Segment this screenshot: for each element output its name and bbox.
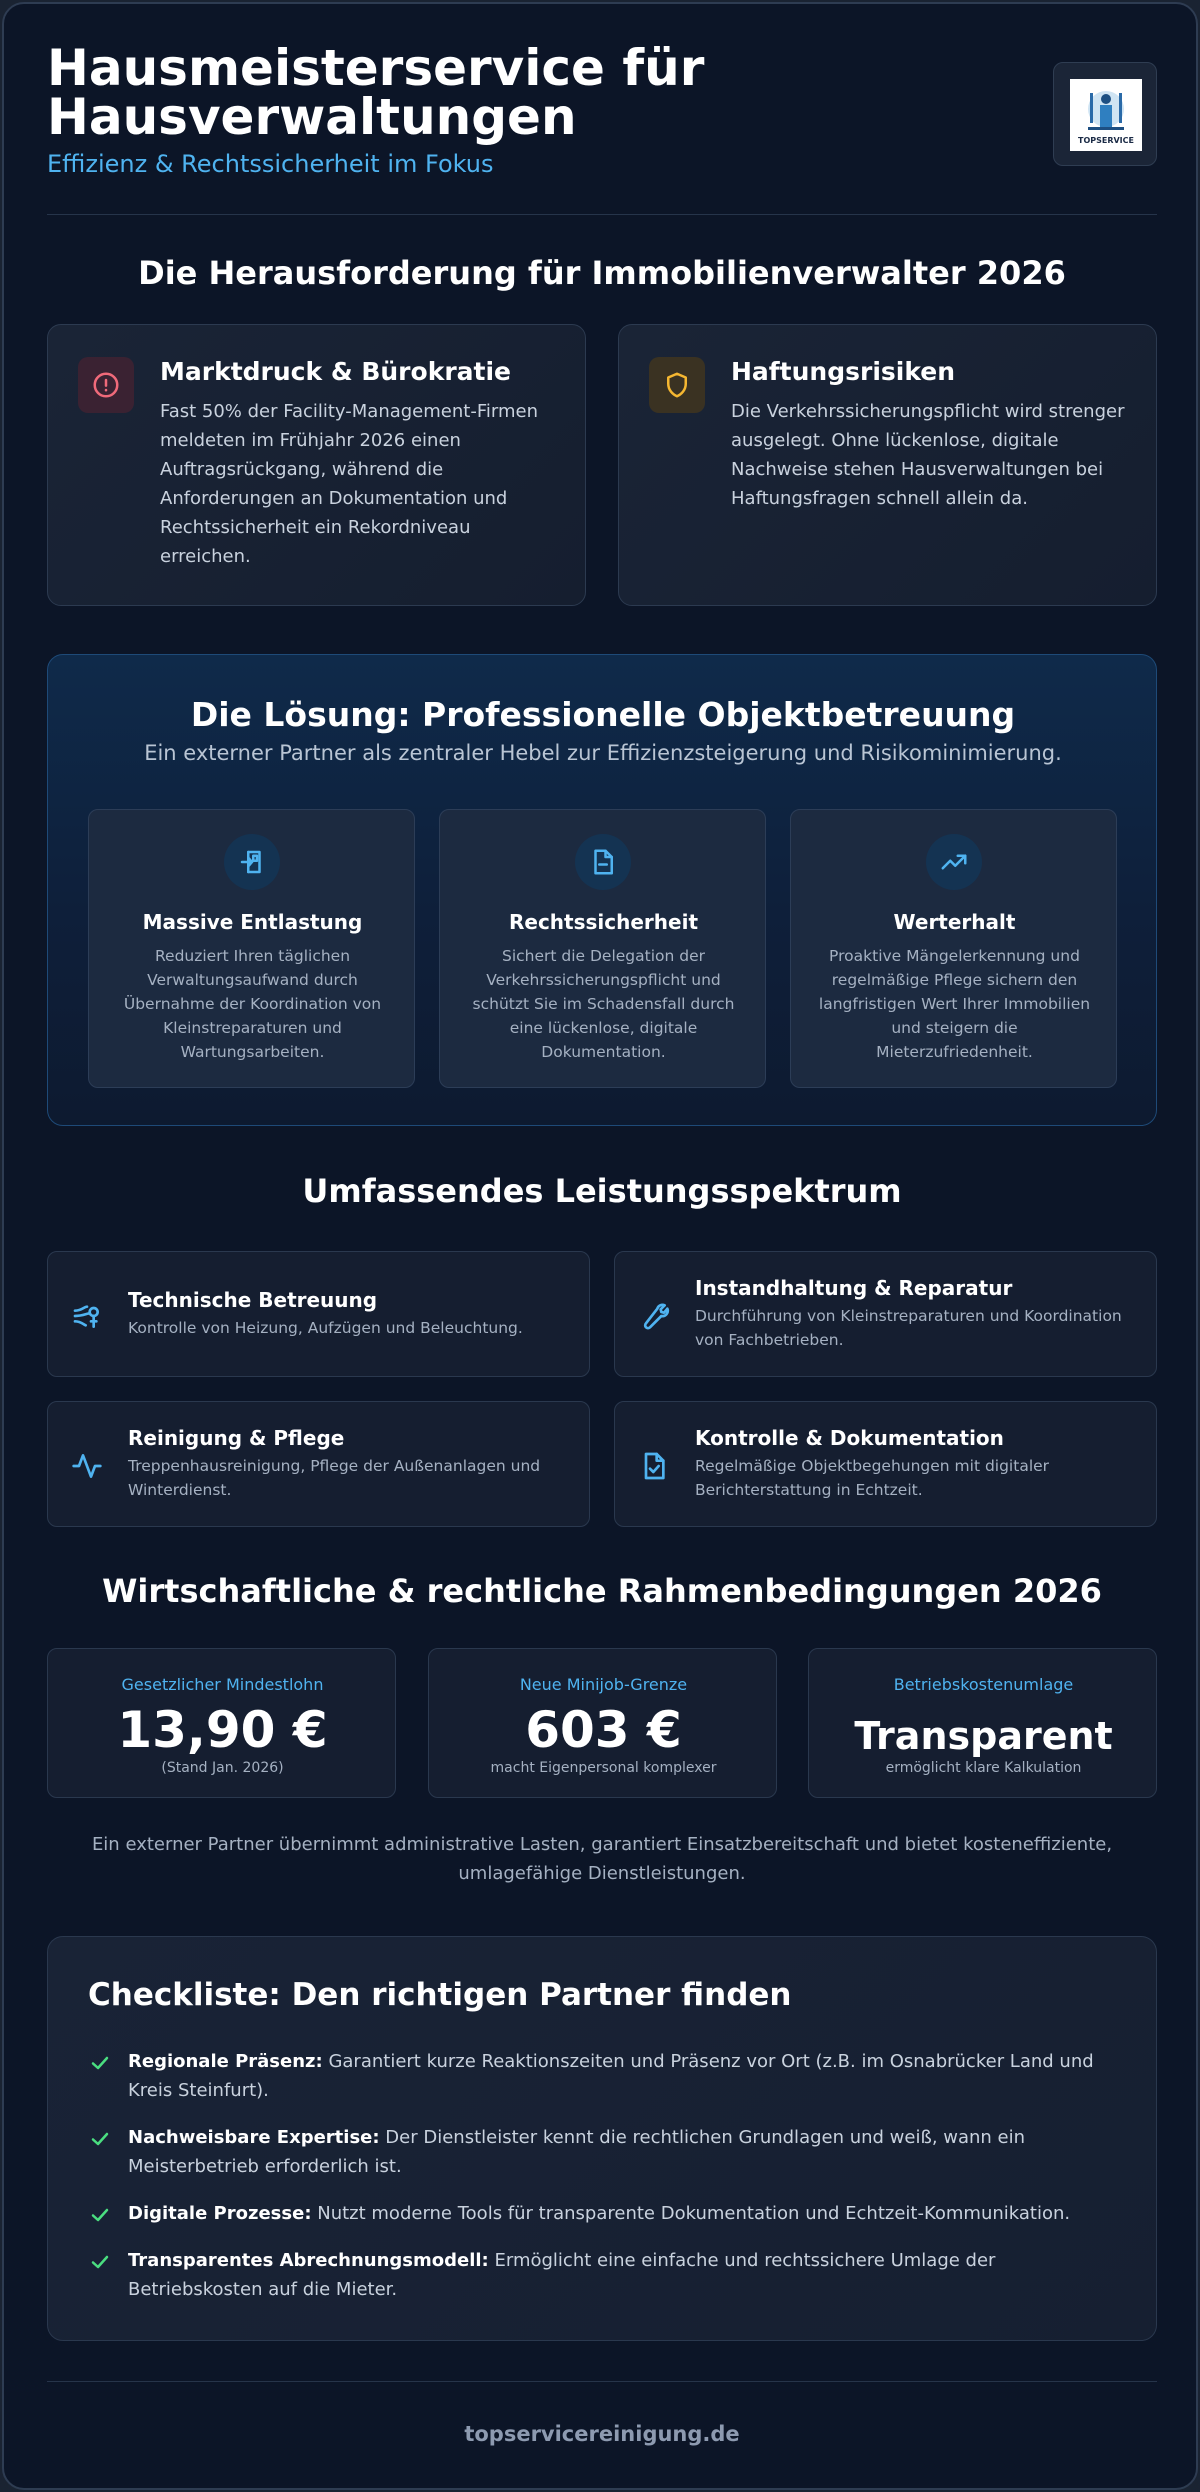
service-title: Reinigung & Pflege (128, 1426, 345, 1450)
checklist-desc: Garantiert kurze Reaktionszeiten und Präsenz vor Ort (z.B. im Osnabrücker Land und Kreis Steinfurt). (128, 2051, 1094, 2101)
solution-card-value (790, 809, 1117, 1088)
stat-label: Gesetzlicher Mindestlohn (121, 1675, 324, 1694)
solution-card-title: Rechtssicherheit (508, 910, 699, 934)
stat-label: Neue Minijob-Grenze (519, 1675, 688, 1694)
document-icon (575, 834, 631, 890)
challenge-card-text: Die Verkehrssicherungspflicht wird strenger ausgelegt. Ohne lückenlose, digitale Nachweise stehen Hausverwaltungen bei Haftungsfragen schnell allein da. (731, 401, 1125, 509)
stat-card-minimum-wage (47, 1648, 396, 1798)
checklist-title: Checkliste: Den richtigen Partner finden (88, 1977, 792, 2013)
activity-icon (70, 1449, 104, 1483)
page-frame (2, 2, 1198, 2490)
framework-text: Ein externer Partner übernimmt administrative Lasten, garantiert Einsatzbereitschaft und bietet kosteneffiziente, umlagefähige Dienstleistungen. (91, 1834, 1113, 1884)
checklist-bold: Digitale Prozesse: (128, 2203, 312, 2224)
solution-card-relief (88, 809, 415, 1088)
stat-note: macht Eigenpersonal komplexer (490, 1760, 717, 1776)
challenge-card-title: Haftungsrisiken (731, 357, 956, 386)
service-text: Durchführung von Kleinstreparaturen und Koordination von Fachbetrieben. (695, 1307, 1122, 1349)
footer-url[interactable]: topservicereinigung.de (464, 2422, 740, 2446)
page-title: Hausmeisterservice für Hausverwaltungen (47, 39, 705, 146)
check-icon (88, 2250, 112, 2274)
checklist-desc: Ermöglicht eine einfache und rechtssichere Umlage der Betriebskosten auf die Mieter. (128, 2250, 996, 2300)
challenge-title: Die Herausforderung für Immobilienverwalter 2026 (138, 254, 1066, 292)
service-text: Kontrolle von Heizung, Aufzügen und Beleuchtung. (128, 1319, 523, 1337)
wrench-icon (637, 1299, 671, 1333)
challenge-card-liability (618, 324, 1157, 606)
logo (1053, 62, 1157, 166)
trending-up-icon (926, 834, 982, 890)
stat-value: 603 € (525, 1701, 682, 1759)
service-card-technical (47, 1251, 590, 1377)
checklist-bold: Nachweisbare Expertise: (128, 2127, 380, 2148)
logo-image (1070, 79, 1142, 151)
service-card-cleaning (47, 1401, 590, 1527)
solution-card-text: Sichert die Delegation der Verkehrssicherungspflicht und schützt Sie im Schadensfall durch eine lückenlose, digitale Dokumentation. (472, 947, 735, 1061)
alert-circle-icon (78, 357, 134, 413)
solution-card-text: Proaktive Mängelerkennung und regelmäßige Pflege sichern den langfristigen Wert Ihrer Immobilien und steigern die Mieterzufriedenheit. (818, 947, 1091, 1061)
services-title: Umfassendes Leistungsspektrum (302, 1172, 902, 1210)
solution-card-title: Massive Entlastung (142, 910, 363, 934)
stat-label: Betriebskostenumlage (893, 1675, 1074, 1694)
service-title: Kontrolle & Dokumentation (695, 1426, 1004, 1450)
check-icon (88, 2203, 112, 2227)
checklist-text (128, 2246, 1128, 2304)
stat-card-minijob (428, 1648, 777, 1798)
service-card-maintenance (614, 1251, 1157, 1377)
stat-note: (Stand Jan. 2026) (161, 1760, 284, 1776)
check-icon (88, 2051, 112, 2075)
checklist-bold: Transparentes Abrechnungsmodell: (128, 2250, 489, 2271)
challenge-card-market (47, 324, 586, 606)
service-text: Treppenhausreinigung, Pflege der Außenanlagen und Winterdienst. (128, 1457, 541, 1499)
checklist-desc: Nutzt moderne Tools für transparente Dokumentation und Echtzeit-Kommunikation. (311, 2203, 1071, 2224)
checklist-section (47, 1936, 1157, 2341)
challenge-card-title: Marktdruck & Bürokratie (160, 357, 511, 386)
wind-icon (70, 1299, 104, 1333)
stat-value: Transparent (854, 1714, 1113, 1758)
checklist-text (128, 2199, 1128, 2228)
divider (47, 214, 1157, 215)
check-icon (88, 2127, 112, 2151)
checklist-bold: Regionale Präsenz: (128, 2051, 323, 2072)
header (47, 39, 1157, 184)
checklist-text (128, 2123, 1128, 2181)
file-check-icon (637, 1449, 671, 1483)
solution-card-legal (439, 809, 766, 1088)
service-title: Technische Betreuung (128, 1288, 378, 1312)
shield-icon (649, 357, 705, 413)
checklist-text (128, 2047, 1128, 2105)
stat-card-operating-costs (808, 1648, 1157, 1798)
solution-title: Die Lösung: Professionelle Objektbetreuung (190, 695, 1016, 734)
service-title: Instandhaltung & Reparatur (695, 1276, 1013, 1300)
stat-value: 13,90 € (117, 1701, 328, 1759)
framework-title: Wirtschaftliche & rechtliche Rahmenbedingungen 2026 (102, 1572, 1102, 1610)
solution-subtitle: Ein externer Partner als zentraler Hebel zur Effizienzsteigerung und Risikominimierung. (144, 741, 1062, 765)
challenge-card-text: Fast 50% der Facility-Management-Firmen meldeten im Frühjahr 2026 einen Auftragsrückgang, während die Anforderungen an Dokumentation und Rechtssicherheit ein Rekordniveau erreichen. (160, 401, 538, 567)
logo-text: TOPSERVICE (1077, 136, 1134, 145)
solution-card-title: Werterhalt (893, 910, 1016, 934)
divider (47, 2381, 1157, 2382)
door-exit-icon (224, 834, 280, 890)
checklist-desc: Der Dienstleister kennt die rechtlichen Grundlagen und weiß, wann ein Meisterbetrieb erforderlich ist. (128, 2127, 1026, 2177)
service-card-documentation (614, 1401, 1157, 1527)
page-subtitle: Effizienz & Rechtssicherheit im Fokus (47, 150, 494, 178)
solution-card-text: Reduziert Ihren täglichen Verwaltungsaufwand durch Übernahme der Koordination von Kleinstreparaturen und Wartungsarbeiten. (123, 947, 382, 1061)
service-text: Regelmäßige Objektbegehungen mit digitaler Berichterstattung in Echtzeit. (695, 1457, 1050, 1499)
solution-section (47, 654, 1157, 1126)
stat-note: ermöglicht klare Kalkulation (885, 1760, 1082, 1776)
